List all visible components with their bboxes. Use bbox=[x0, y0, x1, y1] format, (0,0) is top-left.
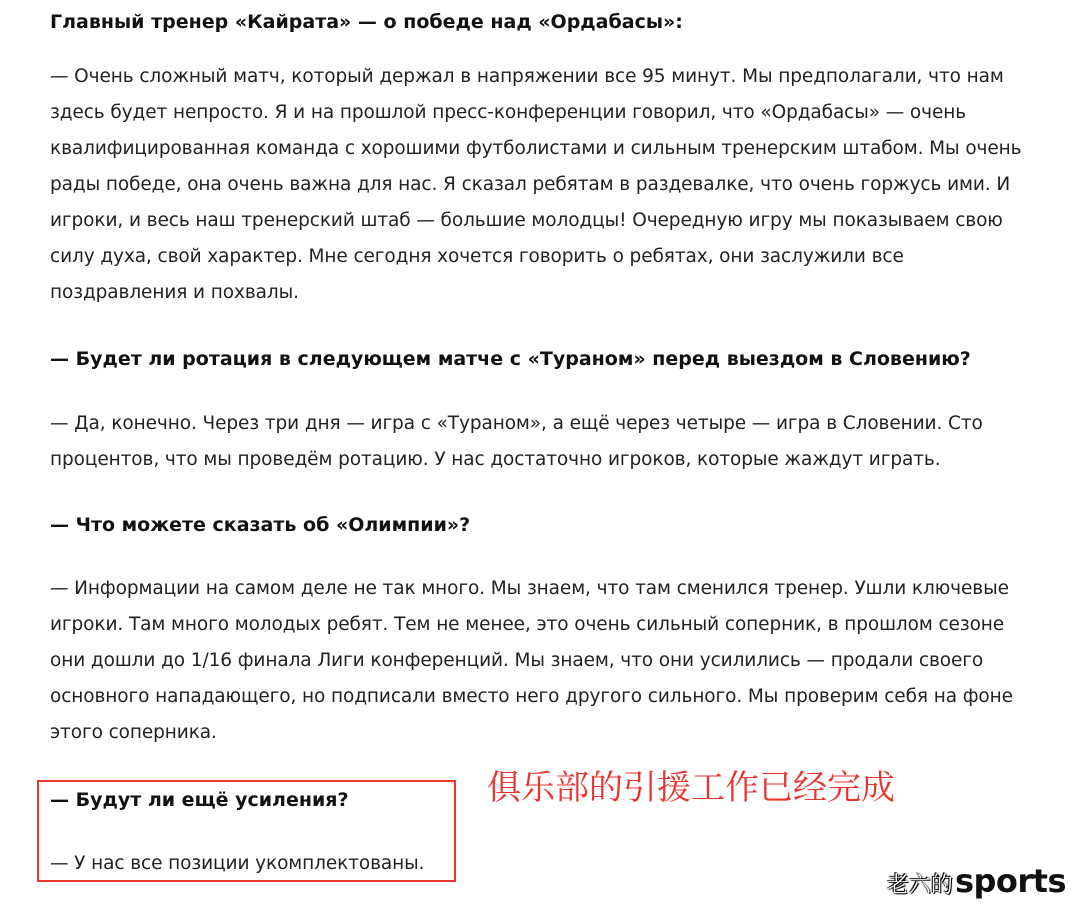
article-heading: Главный тренер «Кайрата» — о победе над «Ордабасы»: bbox=[50, 11, 683, 33]
watermark bbox=[887, 862, 1066, 900]
question-3: — Что можете сказать об «Олимпии»? bbox=[50, 514, 471, 536]
watermark-prefix: 老六的 bbox=[886, 873, 953, 898]
question-2: — Будет ли ротация в следующем матче с «Тураном» перед выездом в Словению? bbox=[50, 348, 971, 370]
answer-paragraph-4: — У нас все позиции укомплектованы. bbox=[50, 853, 425, 874]
answer-paragraph-2: — Да, конечно. Через три дня — игра с «Тураном», а ещё через четыре — игра в Словении. Сто процентов, что мы проведём ротацию. У нас достаточно игроков, которые жаждут играть. bbox=[50, 413, 983, 470]
question-4: — Будут ли ещё усиления? bbox=[50, 789, 349, 811]
highlight-box bbox=[37, 780, 456, 882]
watermark-brand: sports bbox=[954, 862, 1066, 900]
answer-paragraph-1: — Очень сложный матч, который держал в напряжении все 95 минут. Мы предполагали, что нам здесь будет непросто. Я и на прошлой пресс-конференции говорил, что «Ордабасы» — очень квалифицированная команда с хорошими футболистами и сильным тренерским штабом. Мы очень рады победе, она очень важна для нас. Я сказал ребятам в раздевалке, что очень горжусь ими. И игроки, и весь наш тренерский штаб — большие молодцы! Очередную игру мы показываем свою силу духа, свой характер. Мне сегодня хочется говорить о ребятах, они заслужили все поздравления и похвалы. bbox=[50, 66, 1022, 303]
annotation-text: 俱乐部的引援工作已经完成 bbox=[487, 768, 895, 808]
answer-paragraph-3: — Информации на самом деле не так много. Мы знаем, что там сменился тренер. Ушли ключевые игроки. Там много молодых ребят. Тем не менее, это очень сильный соперник, в прошлом сезоне они дошли до 1/16 финала Лиги конференций. Мы знаем, что они усилились — продали своего основного нападающего, но подписали вместо него другого сильного. Мы проверим себя на фоне этого соперника. bbox=[50, 578, 1013, 743]
